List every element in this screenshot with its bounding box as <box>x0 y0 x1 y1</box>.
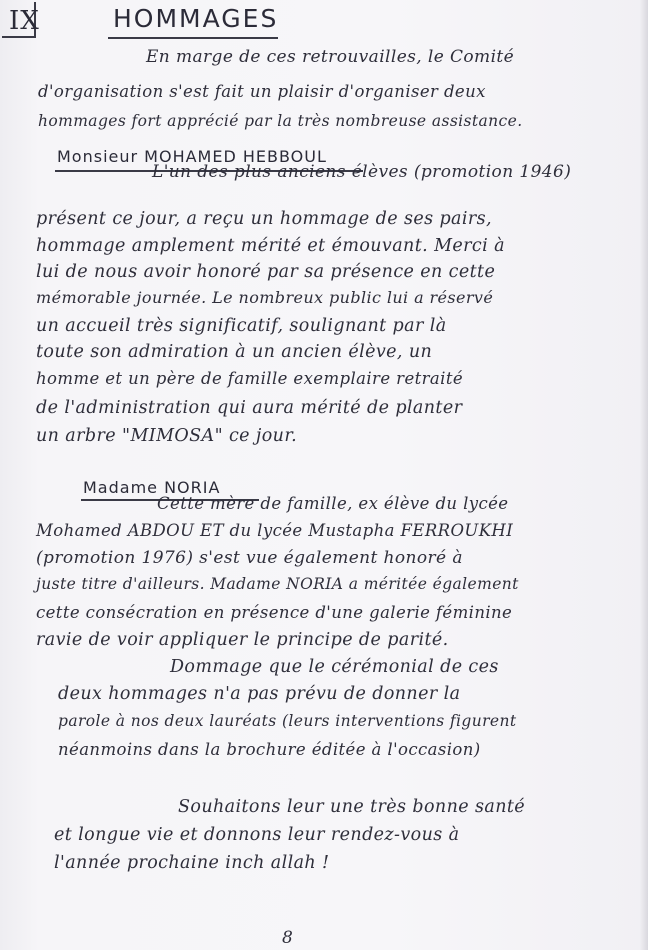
section2-line: Mohamed ABDOU ET du lycée Mustapha FERROUKHI <box>36 521 514 540</box>
section1-line: présent ce jour, a reçu un hommage de ses pairs, <box>36 209 492 229</box>
section2-line: (promotion 1976) s'est vue également honoré à <box>36 548 463 568</box>
section1-line: homme et un père de famille exemplaire retraité <box>36 369 464 388</box>
section1-line: mémorable journée. Le nombreux public lui a réservé <box>36 288 494 307</box>
section2-line: cette consécration en présence d'une galerie féminine <box>36 603 513 622</box>
section1-line: toute son admiration à un ancien élève, un <box>36 342 433 362</box>
paragraph4-line: l'année prochaine inch allah ! <box>54 853 330 873</box>
intro-line: hommages fort apprécié par la très nombreuse assistance. <box>38 112 523 130</box>
section-heading-hebboul: Monsieur MOHAMED HEBBOUL <box>57 147 327 166</box>
page-edge <box>640 0 648 950</box>
paragraph3-line: Dommage que le cérémonial de ces <box>170 657 499 677</box>
chapter-number: IX <box>9 6 40 36</box>
section2-line: Cette mère de famille, ex élève du lycée <box>157 494 509 513</box>
section1-line: un arbre "MIMOSA" ce jour. <box>36 426 298 446</box>
paragraph4-line: et longue vie et donnons leur rendez-vous à <box>54 825 460 845</box>
paragraph4-line: Souhaitons leur une très bonne santé <box>178 797 526 817</box>
paragraph3-line: deux hommages n'a pas prévu de donner la <box>58 684 461 704</box>
title-underline <box>108 37 278 39</box>
paragraph3-line: parole à nos deux lauréats (leurs interventions figurent <box>58 712 517 730</box>
page-number: 8 <box>282 928 293 948</box>
section-heading-noria: Madame NORIA <box>83 478 221 497</box>
paragraph3-line: néanmoins dans la brochure éditée à l'occasion) <box>58 740 481 759</box>
intro-line: d'organisation s'est fait un plaisir d'organiser deux <box>38 82 486 101</box>
section2-line: ravie de voir appliquer le principe de parité. <box>36 630 449 650</box>
section1-line: de l'administration qui aura mérité de planter <box>36 398 463 418</box>
section1-line: L'un des plus anciens élèves (promotion 1946) <box>152 162 572 182</box>
section1-line: lui de nous avoir honoré par sa présence en cette <box>36 262 496 282</box>
section1-line: hommage amplement mérité et émouvant. Merci à <box>36 236 505 256</box>
intro-line: En marge de ces retrouvailles, le Comité <box>146 47 515 67</box>
section2-line: juste titre d'ailleurs. Madame NORIA a méritée également <box>36 575 519 593</box>
page-title: HOMMAGES <box>113 4 279 33</box>
section1-line: un accueil très significatif, soulignant par là <box>36 316 447 336</box>
